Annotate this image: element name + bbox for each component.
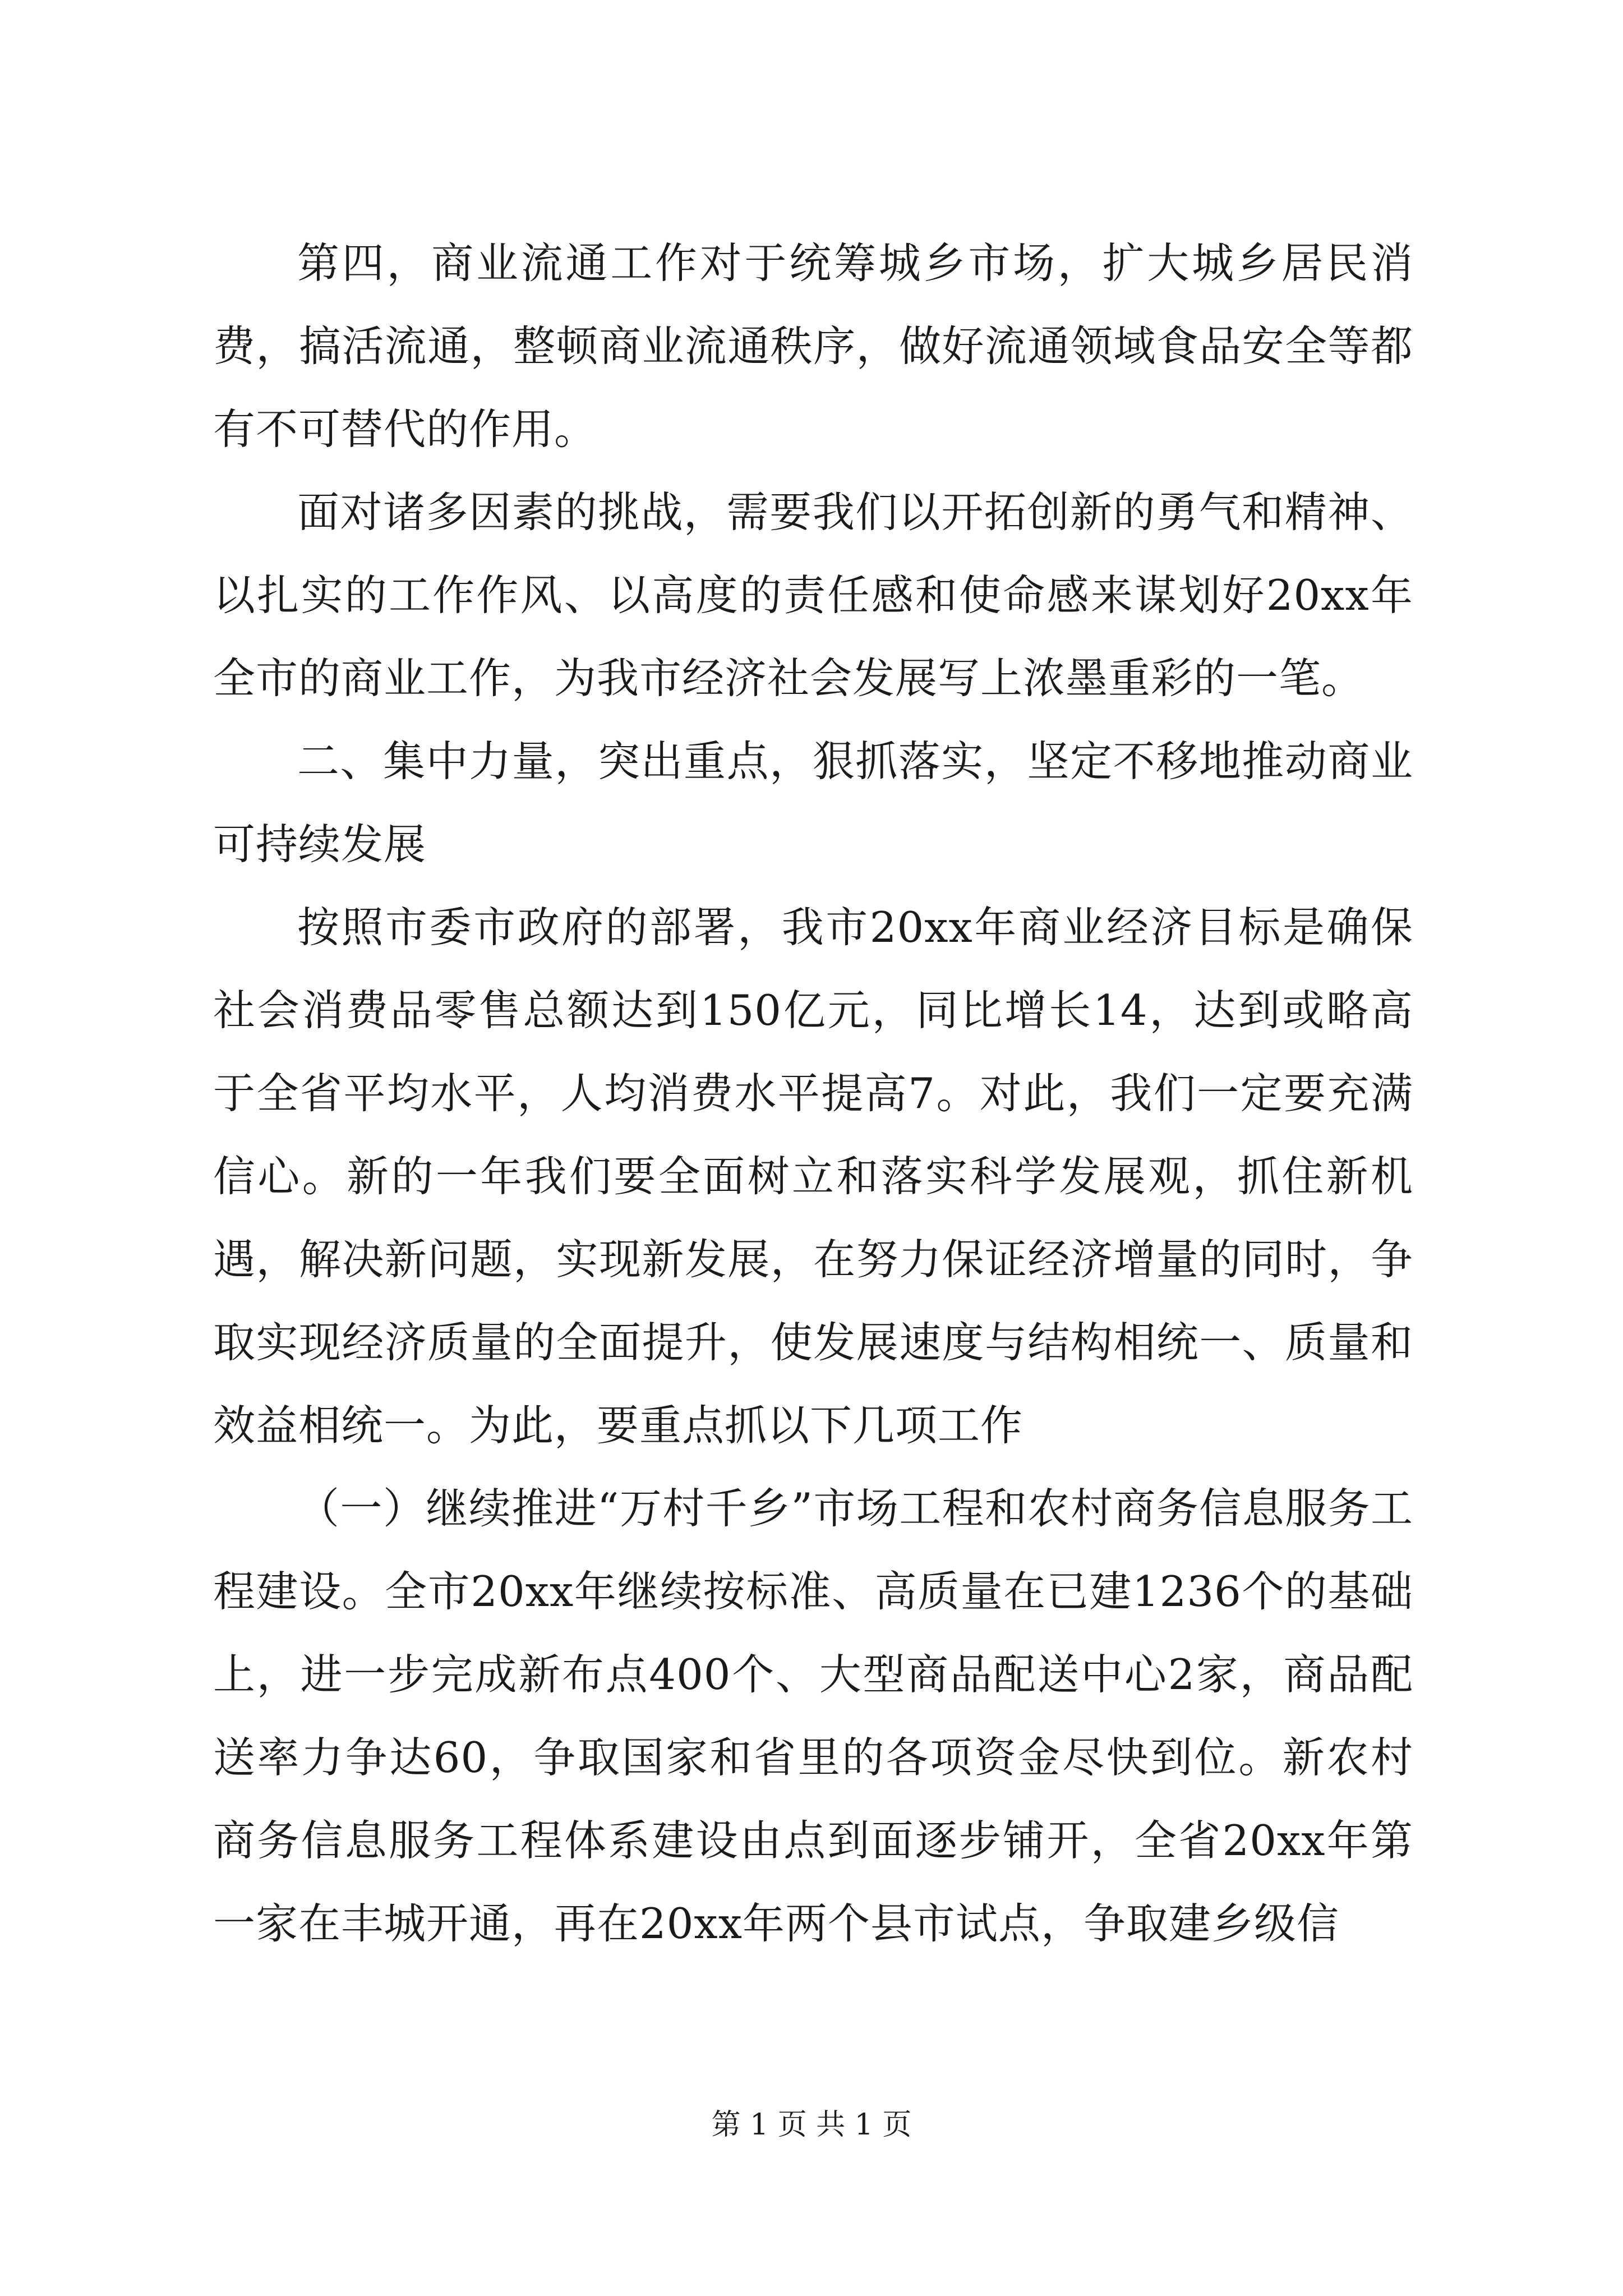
section-heading: 二、集中力量，突出重点，狠抓落实，坚定不移地推动商业可持续发展: [213, 737, 1413, 869]
paragraph-2: 面对诸多因素的挑战，需要我们以开拓创新的勇气和精神、以扎实的工作作风、以高度的责任感和使命感来谋划好20xx年全市的商业工作，为我市经济社会发展写上浓墨重彩的一笔。: [213, 487, 1413, 703]
paragraph-3: 按照市委市政府的部署，我市20xx年商业经济目标是确保社会消费品零售总额达到150亿元，同比增长14，达到或略高于全省平均水平，人均消费水平提高7。对此，我们一定要充满信心。新的一年我们要全面树立和落实科学发展观，抓住新机遇，解决新问题，实现新发展，在努力保证经济增量的同时，争取实现经济质量的全面提升，使发展速度与结构相统一、质量和效益相统一。为此，要重点抓以下几项工作: [213, 903, 1413, 1450]
paragraph-1: 第四，商业流通工作对于统筹城乡市场，扩大城乡居民消费，搞活流通，整顿商业流通秩序，做好流通领域食品安全等都有不可替代的作用。: [213, 238, 1413, 454]
document-body: [213, 222, 1413, 1965]
paragraph-4: （一）继续推进“万村千乡”市场工程和农村商务信息服务工程建设。全市20xx年继续按标准、高质量在已建1236个的基础上，进一步完成新布点400个、大型商品配送中心2家，商品配送率力争达60，争取国家和省里的各项资金尽快到位。新农村商务信息服务工程体系建设由点到面逐步铺开，全省20xx年第一家在丰城开通，再在20xx年两个县市试点，争取建乡级信: [213, 1484, 1413, 1948]
page-footer: 第 1 页 共 1 页: [711, 2108, 912, 2142]
